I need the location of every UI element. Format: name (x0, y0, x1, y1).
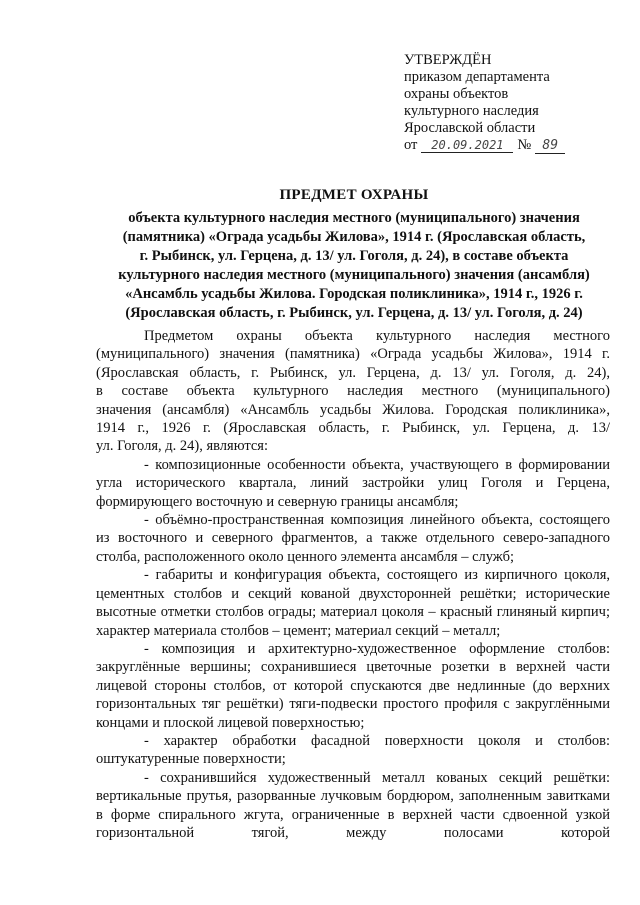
approval-date-row (404, 137, 624, 154)
intro-line: ул. Гоголя, д. 24), являются: (96, 438, 268, 455)
intro-line: значения (ансамбля) «Ансамбль усадьбы Жилова. Городская поликлиника», (96, 401, 610, 418)
intro-line: (Ярославская область, г. Рыбинск, ул. Герцена, д. 13/ ул. Гоголя, д. 24), (96, 364, 610, 381)
intro-line: в составе объекта культурного наследия местного (муниципального) (96, 383, 610, 400)
approval-date: 20.09.2021 (421, 138, 513, 153)
title-line: объекта культурного наследия местного (муниципального) значения (128, 210, 580, 226)
title-line: культурного наследия местного (муниципального) значения (ансамбля) (118, 267, 590, 283)
title-line: «Ансамбль усадьбы Жилова. Городская поликлиника», 1914 г., 1926 г. (125, 286, 583, 302)
list-item: - характер обработки фасадной поверхности цоколя и столбов: оштукатуренные поверхности; (96, 732, 610, 768)
date-prefix: от (404, 137, 418, 153)
approval-line: Ярославской области (404, 120, 536, 136)
title-line: (памятника) «Ограда усадьбы Жилова», 1914 г. (Ярославская область, (122, 229, 586, 245)
list-item: - сохранившийся художественный металл кованых секций решётки: вертикальные прутья, разорванные лучковым бордюром, заполненным завитками в форме спирального жгута, ограниченные в верхней части сдвоенной узкой горизонтальной тягой, между полосами которой (96, 769, 610, 841)
list-item: - объёмно-пространственная композиция линейного объекта, состоящего из восточного и северного фрагментов, а также отдельного северо-западного столба, расположенного около ценного элемента ансамбля – служб; (96, 512, 610, 565)
intro-line: 1914 г., 1926 г. (Ярославская область, г. Рыбинск, ул. Герцена, д. 13/ (96, 420, 610, 437)
approval-line: приказом департамента (404, 69, 550, 85)
intro-line: Предметом охраны объекта культурного наследия местного (144, 328, 610, 344)
list-item: - композиционные особенности объекта, участвующего в формировании угла исторического квартала, линий застройки улиц Гоголя и Герцена, формирующего восточную и северную границы ансамбля; (96, 456, 610, 510)
list-item: - габариты и конфигурация объекта, состоящего из кирпичного цоколя, цементных столбов и секций кованой двухсторонней решётки; исторические высотные отметки столбов ограды; материал цоколя – красный глиняный кирпич; характер материала столбов – цемент; материал секций – металл; (96, 567, 610, 639)
intro-line: (муниципального) значения (памятника) «Ограда усадьбы Жилова», 1914 г. (96, 346, 610, 363)
approval-title: УТВЕРЖДЁН (404, 52, 492, 68)
approval-number: 89 (535, 139, 565, 154)
title-line: (Ярославская область, г. Рыбинск, ул. Герцена, д. 13/ ул. Гоголя, д. 24) (125, 305, 583, 321)
document-title-block (96, 186, 612, 323)
document-heading: ПРЕДМЕТ ОХРАНЫ (279, 187, 429, 203)
intro-paragraph (96, 327, 610, 456)
number-prefix: № (517, 137, 532, 153)
approval-stamp (404, 52, 624, 154)
approval-line: охраны объектов (404, 86, 509, 102)
document-body (96, 327, 610, 842)
list-item: - композиция и архитектурно-художественное оформление столбов: закруглённые вершины; сохранившиеся цветочные розетки в верхней части лицевой стороны столбов, от которой спускаются две недлинные (до верхних горизонтальных тяг решётки) тяги-подвески простого профиля с закруглёнными концами и плоской лицевой поверхностью; (96, 640, 610, 731)
approval-line: культурного наследия (404, 103, 539, 119)
title-line: г. Рыбинск, ул. Герцена, д. 13/ ул. Гоголя, д. 24), в составе объекта (139, 248, 569, 264)
